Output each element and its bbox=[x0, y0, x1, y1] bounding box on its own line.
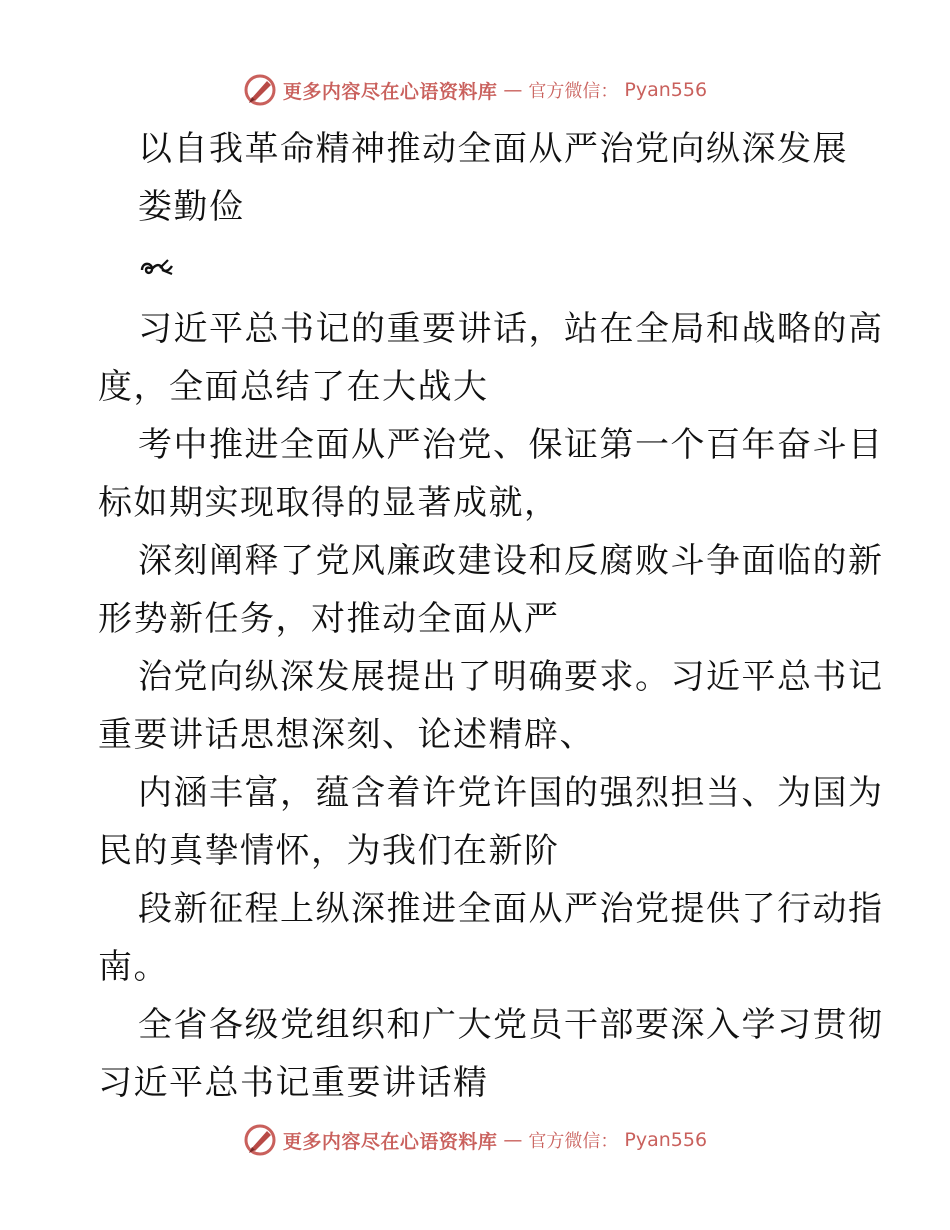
watermark-handle: Pyan556 bbox=[624, 79, 708, 101]
paragraph-line: 习近平总书记重要讲话精 bbox=[98, 1063, 489, 1103]
flourish-icon bbox=[138, 256, 176, 280]
paragraph-line: 度，全面总结了在大战大 bbox=[98, 367, 489, 407]
watermark-separator: — bbox=[503, 1129, 523, 1151]
paragraph-line: 民的真挚情怀，为我们在新阶 bbox=[98, 831, 560, 871]
watermark-contact-label: 官方微信： bbox=[528, 1131, 619, 1152]
paragraph-line: 全省各级党组织和广大党员干部要深入学习贯彻 bbox=[138, 1005, 884, 1045]
watermark-handle: Pyan556 bbox=[624, 1129, 708, 1151]
document-author: 娄勤俭 bbox=[138, 187, 245, 227]
watermark-separator: — bbox=[503, 79, 523, 101]
footer-watermark bbox=[0, 1120, 950, 1160]
document-body bbox=[98, 120, 884, 1112]
pen-logo-icon bbox=[243, 73, 277, 107]
paragraph-line: 标如期实现取得的显著成就， bbox=[98, 483, 560, 523]
document-title: 以自我革命精神推动全面从严治党向纵深发展 bbox=[138, 129, 848, 169]
paragraph-line: 深刻阐释了党风廉政建设和反腐败斗争面临的新 bbox=[138, 541, 884, 581]
paragraph-line: 形势新任务，对推动全面从严 bbox=[98, 599, 560, 639]
watermark-site-text: 更多内容尽在心语资料库 bbox=[282, 80, 498, 103]
paragraph-line: 南。 bbox=[98, 947, 169, 987]
paragraph-line: 段新征程上纵深推进全面从严治党提供了行动指 bbox=[138, 889, 884, 929]
paragraph-line: 习近平总书记的重要讲话，站在全局和战略的高 bbox=[138, 309, 884, 349]
ornament-row bbox=[98, 236, 858, 300]
paragraph-line: 治党向纵深发展提出了明确要求。习近平总书记 bbox=[138, 657, 884, 697]
paragraph-line: 内涵丰富，蕴含着许党许国的强烈担当、为国为 bbox=[138, 773, 884, 813]
watermark-site-text: 更多内容尽在心语资料库 bbox=[282, 1130, 498, 1153]
paragraph-line: 考中推进全面从严治党、保证第一个百年奋斗目 bbox=[138, 425, 884, 465]
pen-logo-icon bbox=[243, 1123, 277, 1157]
watermark-contact-label: 官方微信： bbox=[528, 81, 619, 102]
paragraph-line: 重要讲话思想深刻、论述精辟、 bbox=[98, 715, 595, 755]
header-watermark bbox=[0, 70, 950, 110]
